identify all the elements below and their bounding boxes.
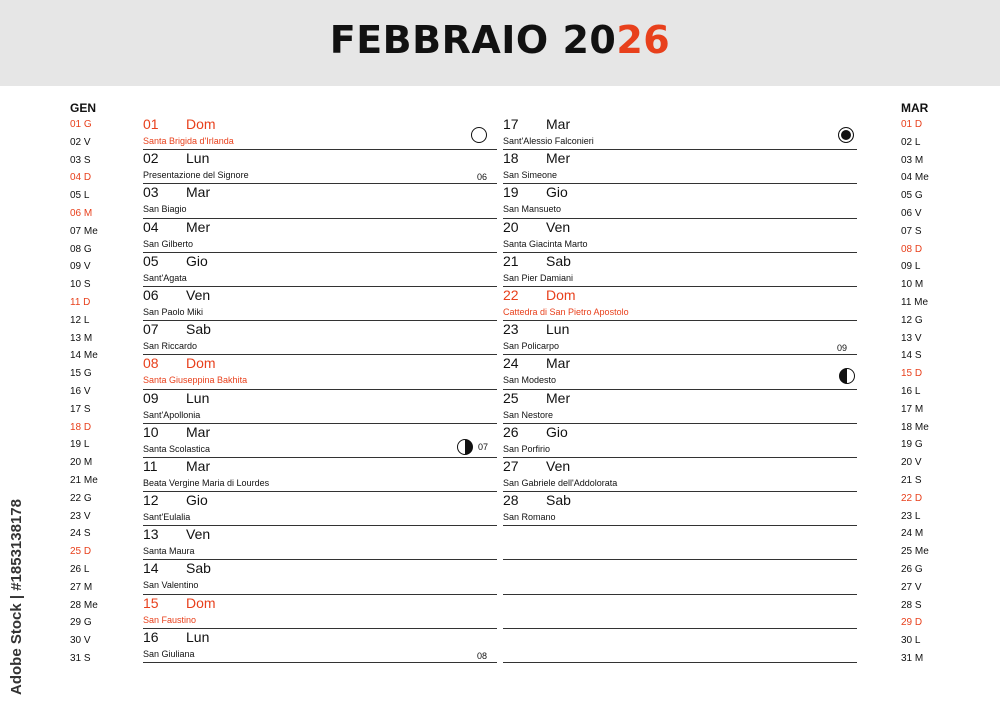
week-number: 07	[477, 441, 488, 452]
day-row	[143, 321, 497, 355]
weekday-name: Dom	[186, 116, 216, 132]
mini-day: 06 M	[70, 207, 93, 219]
mini-day: 24 M	[901, 528, 924, 540]
february-column-2	[503, 116, 857, 663]
mini-day: 09 L	[901, 261, 921, 273]
mini-day: 26 L	[70, 563, 90, 575]
mini-day: 27 M	[70, 581, 93, 593]
saint-name: Beata Vergine Maria di Lourdes	[143, 477, 270, 488]
mini-day: 12 G	[901, 314, 923, 326]
mini-day: 10 S	[70, 279, 91, 291]
mini-day: 25 D	[70, 546, 92, 558]
mini-day: 11 Me	[901, 296, 929, 308]
day-number: 27	[503, 457, 519, 474]
day-row	[143, 150, 497, 184]
empty-row	[503, 629, 857, 663]
previous-month-label: GEN	[70, 101, 97, 115]
empty-row	[503, 560, 857, 594]
mini-day: 03 S	[70, 154, 91, 166]
mini-day: 04 D	[70, 172, 92, 184]
mini-day: 02 V	[70, 136, 91, 148]
mini-day: 25 Me	[901, 546, 929, 558]
mini-day: 26 G	[901, 563, 923, 575]
saint-name: Santa Giacinta Marto	[503, 238, 588, 249]
day-row	[143, 184, 497, 218]
day-number: 17	[503, 116, 519, 132]
saint-name: Sant'Eulalia	[143, 512, 191, 523]
weekday-name: Gio	[546, 184, 568, 201]
header-band	[0, 0, 1000, 86]
mini-day: 14 S	[901, 350, 922, 362]
saint-name: San Pier Damiani	[503, 272, 574, 283]
mini-day: 24 S	[70, 528, 91, 540]
day-row	[143, 526, 497, 560]
mini-day: 30 L	[901, 635, 921, 647]
day-row	[143, 390, 497, 424]
day-row	[143, 492, 497, 526]
february-column-1	[143, 116, 497, 663]
saint-name: San Modesto	[503, 375, 557, 386]
day-row	[503, 424, 857, 458]
saint-name: San Mansueto	[503, 204, 562, 215]
day-row	[143, 458, 497, 492]
saint-name: San Valentino	[143, 580, 199, 591]
mini-day: 17 M	[901, 403, 924, 415]
saint-name: Sant'Alessio Falconieri	[503, 136, 594, 146]
mini-day: 19 G	[901, 439, 923, 451]
day-number: 18	[503, 150, 519, 167]
day-number: 04	[143, 218, 159, 235]
mini-day: 21 Me	[70, 474, 98, 486]
next-month-list	[901, 100, 961, 668]
day-row	[503, 458, 857, 492]
mini-day: 07 S	[901, 225, 922, 237]
weekday-name: Dom	[546, 286, 576, 303]
mini-day: 16 L	[901, 385, 921, 397]
weekday-name: Mer	[546, 150, 571, 167]
mini-day: 18 Me	[901, 421, 929, 433]
previous-month-list	[70, 100, 130, 668]
week-number: 06	[476, 172, 487, 183]
saint-name: San Romano	[503, 512, 556, 523]
day-row	[503, 253, 857, 287]
mini-day: 29 G	[70, 617, 92, 629]
full-moon-icon	[838, 127, 854, 143]
weekday-name: Ven	[186, 286, 211, 303]
empty-row	[503, 526, 857, 560]
week-number: 08	[476, 650, 487, 661]
day-number: 13	[143, 526, 159, 543]
last-quarter-moon-icon	[839, 368, 855, 384]
weekday-name: Ven	[546, 218, 571, 235]
day-number: 11	[143, 457, 158, 474]
next-month-label: MAR	[901, 101, 929, 115]
watermark-text: Adobe Stock | #1853138178	[8, 499, 25, 695]
mini-day: 13 M	[70, 332, 93, 344]
day-number: 19	[503, 184, 519, 201]
saint-name: San Porfirio	[503, 443, 551, 454]
day-row	[143, 424, 497, 458]
saint-name: San Giuliana	[143, 648, 195, 659]
saint-name: San Gabriele dell'Addolorata	[503, 477, 618, 488]
day-number: 10	[143, 423, 159, 440]
day-row	[143, 287, 497, 321]
saint-name: Santa Brigida d'Irlanda	[143, 136, 234, 146]
mini-day: 09 V	[70, 261, 91, 273]
day-number: 23	[503, 321, 519, 338]
saint-name: Presentazione del Signore	[143, 170, 249, 181]
weekday-name: Lun	[546, 321, 570, 338]
mini-day: 01 D	[901, 119, 923, 130]
day-number: 03	[143, 184, 159, 201]
day-row	[503, 492, 857, 526]
mini-day: 15 D	[901, 368, 923, 380]
mini-day: 28 S	[901, 599, 922, 611]
empty-row	[503, 595, 857, 629]
day-number: 01	[143, 116, 159, 132]
day-number: 12	[143, 492, 159, 509]
mini-day: 03 M	[901, 154, 924, 166]
day-row	[503, 184, 857, 218]
weekday-name: Mar	[546, 116, 571, 132]
mini-day: 06 V	[901, 207, 922, 219]
saint-name: San Nestore	[503, 409, 554, 420]
mini-day: 21 S	[901, 474, 922, 486]
mini-day: 16 V	[70, 385, 91, 397]
day-row	[143, 116, 497, 150]
weekday-name: Lun	[186, 628, 210, 645]
mini-day: 27 V	[901, 581, 922, 593]
weekday-name: Sab	[186, 321, 211, 338]
mini-day: 01 G	[70, 119, 92, 130]
day-number: 02	[143, 150, 159, 167]
saint-name: Santa Giuseppina Bakhita	[143, 375, 248, 386]
weekday-name: Dom	[186, 594, 216, 611]
saint-name: San Riccardo	[143, 341, 198, 352]
title-month: FEBBRAIO	[329, 18, 549, 62]
mini-day: 31 M	[901, 652, 924, 664]
mini-day: 23 V	[70, 510, 91, 522]
day-number: 28	[503, 492, 519, 509]
weekday-name: Mar	[186, 423, 211, 440]
saint-name: San Faustino	[143, 614, 197, 625]
first-quarter-moon-icon	[457, 439, 473, 455]
weekday-name: Dom	[186, 355, 216, 372]
saint-name: Cattedra di San Pietro Apostolo	[503, 306, 629, 317]
weekday-name: Gio	[186, 492, 208, 509]
title-year-suffix: 26	[616, 18, 671, 62]
weekday-name: Lun	[186, 150, 210, 167]
day-row	[503, 355, 857, 389]
mini-day: 28 Me	[70, 599, 98, 611]
mini-day: 12 L	[70, 314, 90, 326]
day-row	[503, 287, 857, 321]
weekday-name: Gio	[186, 252, 208, 269]
weekday-name: Ven	[186, 526, 211, 543]
title-year-prefix: 20	[562, 18, 617, 62]
day-number: 08	[143, 355, 159, 372]
saint-name: San Paolo Miki	[143, 306, 204, 317]
stock-watermark	[8, 470, 32, 695]
mini-day: 31 S	[70, 652, 91, 664]
day-row	[503, 321, 857, 355]
weekday-name: Sab	[186, 560, 211, 577]
day-row	[143, 560, 497, 594]
day-row	[143, 629, 497, 663]
weekday-name: Mar	[186, 184, 211, 201]
day-number: 25	[503, 389, 519, 406]
day-row	[143, 219, 497, 253]
saint-name: San Policarpo	[503, 341, 560, 352]
mini-day: 05 L	[70, 190, 90, 202]
weekday-name: Mar	[186, 457, 211, 474]
mini-day: 20 V	[901, 457, 922, 469]
weekday-name: Ven	[546, 457, 571, 474]
mini-day: 18 D	[70, 421, 92, 433]
day-number: 06	[143, 286, 159, 303]
day-row	[143, 355, 497, 389]
weekday-name: Sab	[546, 252, 571, 269]
day-row	[503, 150, 857, 184]
weekday-name: Mer	[186, 218, 211, 235]
page-title	[0, 18, 1000, 62]
day-number: 14	[143, 560, 159, 577]
day-number: 24	[503, 355, 519, 372]
saint-name: Sant'Apollonia	[143, 409, 201, 420]
mini-day: 15 G	[70, 368, 92, 380]
day-number: 26	[503, 423, 519, 440]
mini-day: 11 D	[70, 296, 91, 308]
day-row	[143, 595, 497, 629]
weekday-name: Lun	[186, 389, 210, 406]
saint-name: San Gilberto	[143, 238, 194, 249]
mini-day: 22 D	[901, 492, 923, 504]
mini-day: 22 G	[70, 492, 92, 504]
weekday-name: Gio	[546, 423, 568, 440]
mini-day: 05 G	[901, 190, 923, 202]
day-row	[503, 219, 857, 253]
day-number: 07	[143, 321, 159, 338]
mini-day: 30 V	[70, 635, 91, 647]
weekday-name: Mer	[546, 389, 571, 406]
day-number: 22	[503, 286, 519, 303]
mini-day: 08 G	[70, 243, 92, 255]
mini-day: 02 L	[901, 136, 921, 148]
saint-name: San Simeone	[503, 170, 558, 181]
mini-day: 19 L	[70, 439, 90, 451]
saint-name: Santa Maura	[143, 546, 195, 557]
mini-day: 20 M	[70, 457, 93, 469]
day-number: 05	[143, 252, 159, 269]
weekday-name: Mar	[546, 355, 571, 372]
week-number: 09	[836, 343, 847, 354]
mini-day: 14 Me	[70, 350, 98, 362]
mini-day: 23 L	[901, 510, 921, 522]
saint-name: San Biagio	[143, 204, 187, 215]
mini-day: 13 V	[901, 332, 922, 344]
day-row	[503, 390, 857, 424]
day-number: 09	[143, 389, 159, 406]
day-number: 21	[503, 252, 519, 269]
mini-day: 29 D	[901, 617, 923, 629]
day-number: 16	[143, 628, 159, 645]
day-row	[143, 253, 497, 287]
day-number: 20	[503, 218, 519, 235]
mini-day: 10 M	[901, 279, 924, 291]
day-number: 15	[143, 594, 159, 611]
mini-day: 08 D	[901, 243, 923, 255]
saint-name: Sant'Agata	[143, 272, 187, 283]
mini-day: 17 S	[70, 403, 91, 415]
mini-day: 04 Me	[901, 172, 929, 184]
day-row	[503, 116, 857, 150]
new-moon-icon	[471, 127, 487, 143]
mini-day: 07 Me	[70, 225, 98, 237]
saint-name: Santa Scolastica	[143, 443, 211, 454]
weekday-name: Sab	[546, 492, 571, 509]
